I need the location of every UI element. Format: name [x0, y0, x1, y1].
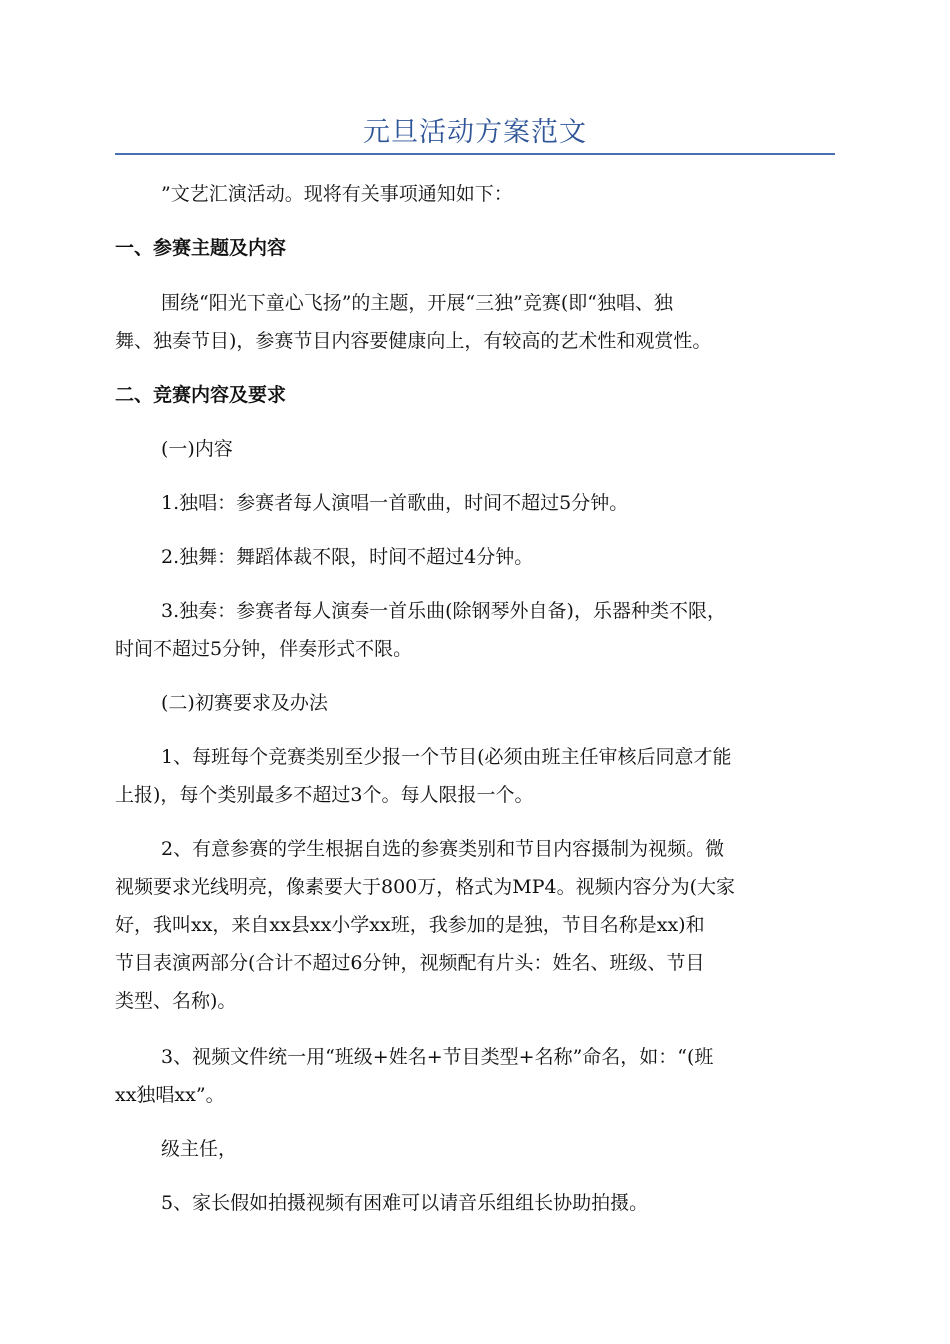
item-solo-dance: 2.独舞：舞蹈体裁不限，时间不超过4分钟。 — [161, 546, 534, 568]
paragraph-line: 时间不超过5分钟，伴奏形式不限。 — [115, 638, 413, 660]
rule-5-paragraph: 5、家长假如拍摄视频有困难可以请音乐组组长协助拍摄。 — [161, 1192, 649, 1214]
section-1-heading: 一、参赛主题及内容 — [115, 237, 287, 259]
paragraph-line: 3.独奏：参赛者每人演奏一首乐曲(除钢琴外自备)，乐器种类不限， — [161, 600, 726, 622]
section-2-heading: 二、竞赛内容及要求 — [115, 384, 287, 406]
paragraph-line: 围绕“阳光下童心飞扬”的主题，开展“三独”竞赛(即“独唱、独 — [161, 292, 673, 314]
paragraph-line: xx独唱xx”。 — [115, 1084, 225, 1106]
paragraph-line: 好，我叫xx，来自xx县xx小学xx班，我参加的是独，节目名称是xx)和 — [115, 914, 705, 936]
subsection-content-heading: (一)内容 — [161, 438, 233, 460]
intro-paragraph: ”文艺汇演活动。现将有关事项通知如下： — [161, 183, 513, 205]
paragraph-line: 3、视频文件统一用“班级+姓名+节目类型+名称”命名，如：“(班 — [161, 1046, 714, 1068]
rule-4-fragment: 级主任， — [161, 1138, 238, 1160]
paragraph-line: 舞、独奏节目)，参赛节目内容要健康向上，有较高的艺术性和观赏性。 — [115, 330, 712, 352]
rule-2-paragraph — [115, 830, 835, 1020]
paragraph-line: 视频要求光线明亮，像素要大于800万，格式为MP4。视频内容分为(大家 — [115, 876, 736, 898]
item-solo-instrument — [115, 592, 835, 668]
subsection-rules-heading: (二)初赛要求及办法 — [161, 692, 328, 714]
paragraph-line: 2、有意参赛的学生根据自选的参赛类别和节目内容摄制为视频。微 — [161, 838, 725, 860]
section-1-paragraph — [115, 284, 835, 360]
rule-3-paragraph — [115, 1038, 835, 1114]
item-solo-singing: 1.独唱：参赛者每人演唱一首歌曲，时间不超过5分钟。 — [161, 492, 629, 514]
paragraph-line: 节目表演两部分(合计不超过6分钟，视频配有片头：姓名、班级、节目 — [115, 952, 705, 974]
title-underline — [115, 153, 835, 155]
page-title: 元旦活动方案范文 — [363, 117, 587, 148]
paragraph-line: 类型、名称)。 — [115, 990, 237, 1012]
paragraph-line: 上报)，每个类别最多不超过3个。每人限报一个。 — [115, 784, 534, 806]
paragraph-line: 1、每班每个竞赛类别至少报一个节目(必须由班主任审核后同意才能 — [161, 746, 732, 768]
rule-1-paragraph — [115, 738, 835, 814]
